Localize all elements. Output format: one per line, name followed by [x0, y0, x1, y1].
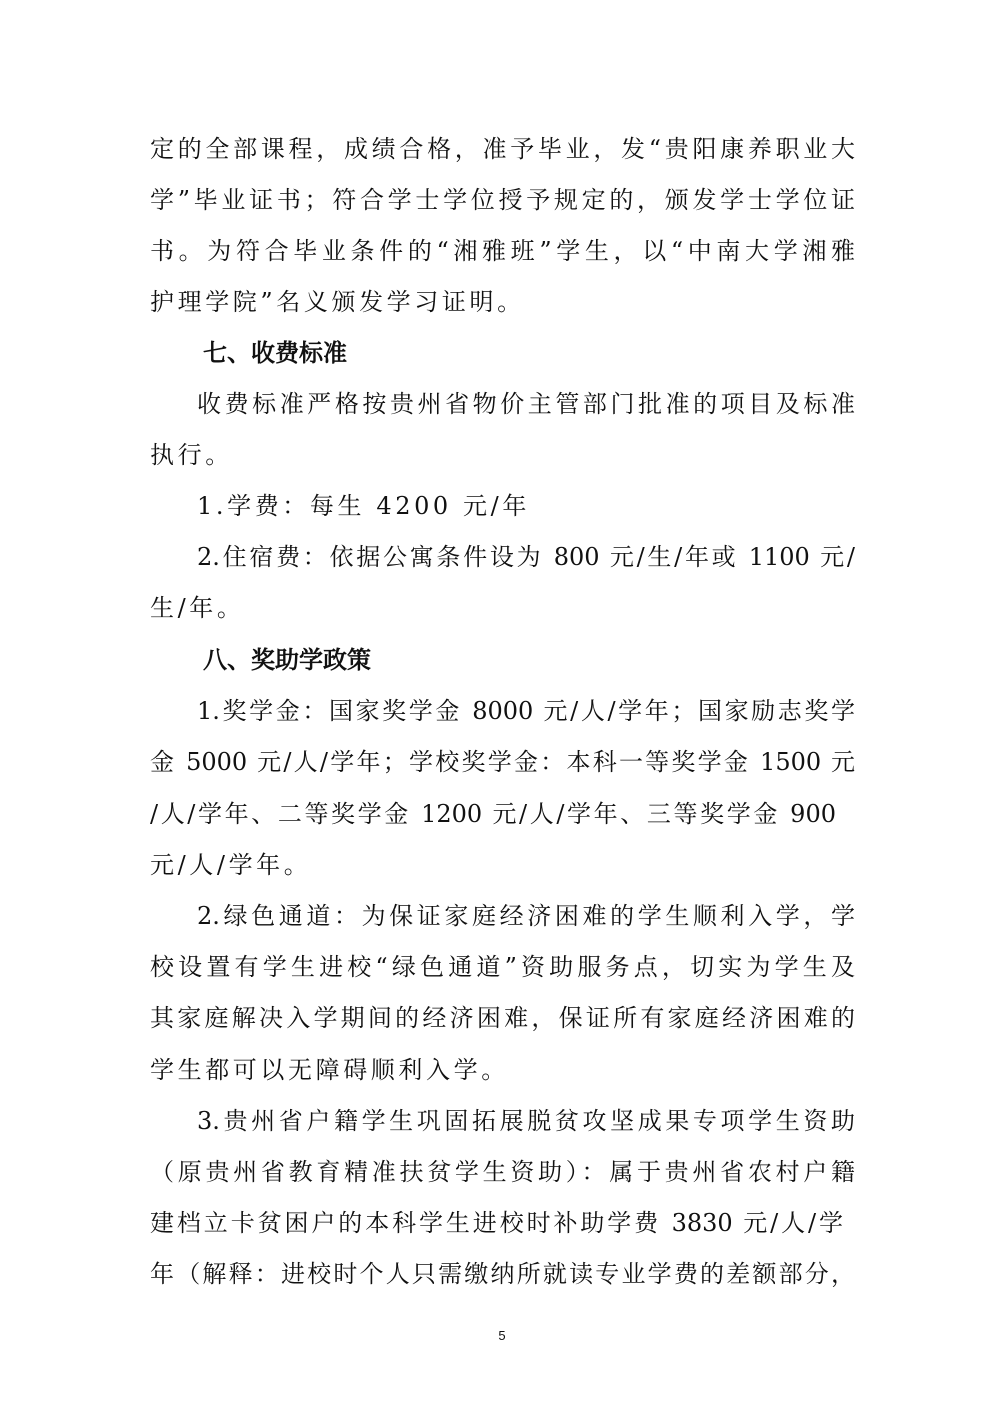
paragraph-line: 定的全部课程，成绩合格，准予毕业，发“贵阳康养职业大: [150, 135, 855, 163]
section-heading-scholarships: 八、奖助学政策: [203, 646, 371, 674]
paragraph-line: 1.奖学金：国家奖学金 8000 元/人/学年；国家励志奖学: [197, 697, 855, 725]
paragraph-line: 收费标准严格按贵州省物价主管部门批准的项目及标准: [197, 390, 855, 418]
paragraph-line: 3.贵州省户籍学生巩固拓展脱贫攻坚成果专项学生资助: [197, 1107, 855, 1135]
paragraph-line: 元/人/学年。: [150, 851, 312, 879]
paragraph-line: 校设置有学生进校“绿色通道”资助服务点，切实为学生及: [150, 953, 855, 981]
page-number: 5: [498, 1328, 506, 1343]
paragraph-line: 学”毕业证书；符合学士学位授予规定的，颁发学士学位证: [150, 186, 855, 214]
paragraph-line: 建档立卡贫困户的本科学生进校时补助学费 3830 元/人/学: [150, 1209, 843, 1237]
paragraph-line: 学生都可以无障碍顺利入学。: [150, 1056, 509, 1084]
paragraph-line: 金 5000 元/人/学年；学校奖学金：本科一等奖学金 1500 元: [150, 748, 855, 776]
paragraph-line: （原贵州省教育精准扶贫学生资助）：属于贵州省农村户籍: [150, 1158, 855, 1186]
paragraph-line: 年（解释：进校时个人只需缴纳所就读专业学费的差额部分，: [150, 1260, 855, 1288]
section-heading-fees: 七、收费标准: [203, 339, 347, 367]
paragraph-line: 其家庭解决入学期间的经济困难，保证所有家庭经济困难的: [150, 1004, 855, 1032]
paragraph-line: 护理学院”名义颁发学习证明。: [150, 288, 525, 316]
paragraph-line: 书。为符合毕业条件的“湘雅班”学生，以“中南大学湘雅: [150, 237, 855, 265]
paragraph-line: 1.学费：每生 4200 元/年: [197, 492, 530, 520]
paragraph-line: 执行。: [150, 441, 233, 469]
paragraph-line: 生/年。: [150, 594, 245, 622]
paragraph-line: 2.住宿费：依据公寓条件设为 800 元/生/年或 1100 元/: [197, 543, 855, 571]
paragraph-line: 2.绿色通道：为保证家庭经济困难的学生顺利入学，学: [197, 902, 855, 930]
paragraph-line: /人/学年、二等奖学金 1200 元/人/学年、三等奖学金 900: [150, 800, 836, 828]
